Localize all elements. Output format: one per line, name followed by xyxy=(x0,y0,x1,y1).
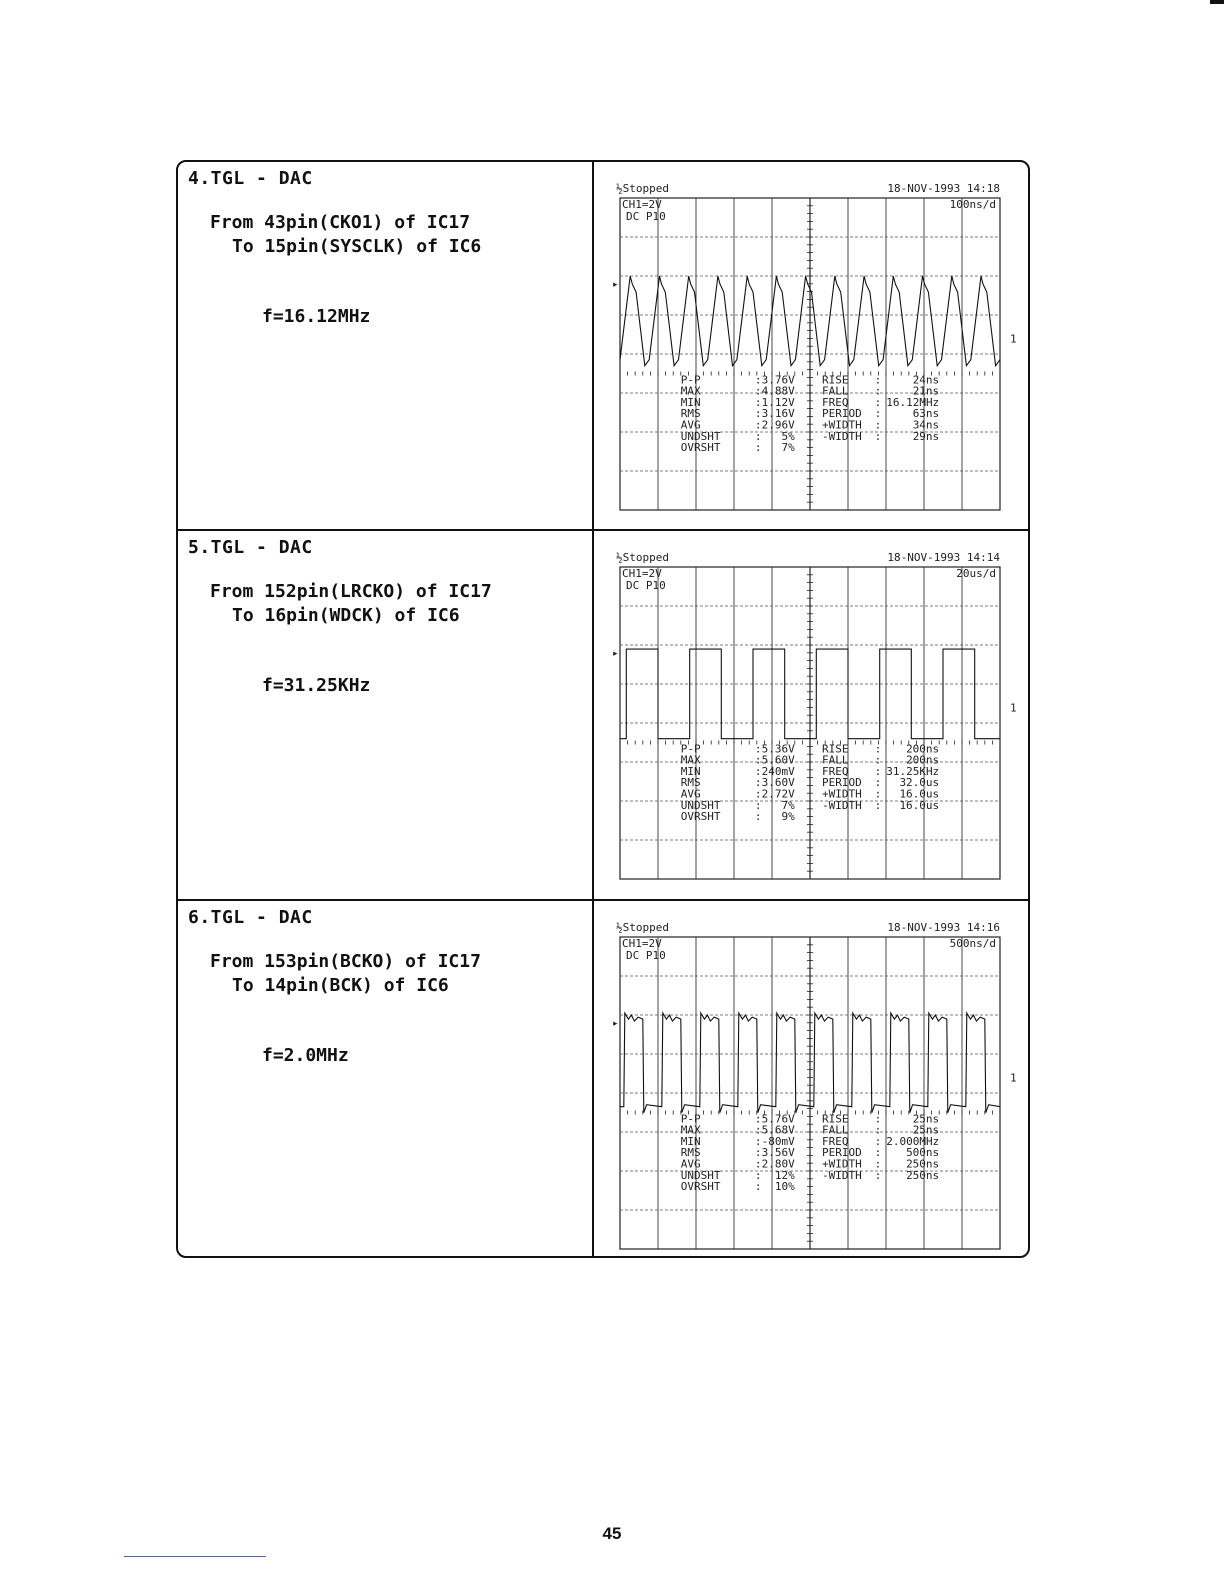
description-cell xyxy=(178,531,594,899)
measurement-value: 16.12MHz xyxy=(886,395,940,409)
signal-frequency: f=2.0MHz xyxy=(262,1045,349,1066)
channel-marker: 1 xyxy=(1010,332,1017,346)
measurement-value: 7% xyxy=(781,441,795,455)
measurement-colon: : xyxy=(754,787,762,801)
trigger-marker: ▸ xyxy=(612,1016,619,1030)
measurement-colon: : xyxy=(874,384,882,398)
measurement-value: 5.60V xyxy=(761,753,795,767)
measurement-label: FREQ xyxy=(822,764,849,778)
measurement-colon: : xyxy=(754,1123,762,1137)
measurement-value: 4.88V xyxy=(761,384,795,398)
measurement-value: 12% xyxy=(774,1168,795,1182)
measurement-label: AVG xyxy=(680,1157,701,1171)
measurement-colon: : xyxy=(874,429,882,443)
scope-timebase: 100ns/d xyxy=(949,198,996,211)
measurement-label: FREQ xyxy=(822,1134,849,1148)
measurement-label: MIN xyxy=(680,764,701,778)
scope-cell xyxy=(594,162,1028,529)
measurement-colon: : xyxy=(754,1112,762,1126)
signal-frequency: f=31.25KHz xyxy=(262,675,371,696)
measurement-value: 3.16V xyxy=(761,407,795,421)
measurement-value: 34ns xyxy=(912,418,940,432)
row-title: 6.TGL - DAC xyxy=(188,907,313,928)
measurement-colon: : xyxy=(754,418,762,432)
measurement-colon: : xyxy=(754,1134,762,1148)
footer-rule xyxy=(124,1556,266,1557)
signal-to: To 14pin(BCK) of IC6 xyxy=(232,975,449,996)
measurement-colon: : xyxy=(874,1123,882,1137)
measurement-value: 240mV xyxy=(761,764,795,778)
description-cell xyxy=(178,901,594,1256)
measurement-colon: : xyxy=(754,742,762,756)
signal-frequency: f=16.12MHz xyxy=(262,306,371,327)
oscilloscope-screen xyxy=(594,531,1030,901)
trigger-marker: ▸ xyxy=(612,277,619,291)
row-title: 4.TGL - DAC xyxy=(188,168,313,189)
measurement-colon: : xyxy=(754,1146,762,1160)
measurement-label: P-P xyxy=(680,742,701,756)
measurement-colon: : xyxy=(874,395,882,409)
measurement-colon: : xyxy=(874,373,882,387)
measurement-colon: : xyxy=(874,776,882,790)
trigger-marker: ▸ xyxy=(612,646,619,660)
measurement-label: RMS xyxy=(680,1146,701,1160)
measurement-label: MAX xyxy=(680,753,701,767)
measurement-value: 16.0us xyxy=(899,798,940,812)
measurement-colon: : xyxy=(754,764,762,778)
measurement-label: MAX xyxy=(680,1123,701,1137)
measurement-value: 250ns xyxy=(906,1157,940,1171)
scope-cell xyxy=(594,901,1028,1256)
measurement-value: 63ns xyxy=(912,407,940,421)
measurement-label: MIN xyxy=(680,1134,701,1148)
measurement-colon: : xyxy=(754,384,762,398)
measurement-label: UNDSHT xyxy=(680,1168,721,1182)
measurement-value: 25ns xyxy=(912,1112,940,1126)
signal-from: From 43pin(CKO1) of IC17 xyxy=(210,212,471,233)
measurement-label: -WIDTH xyxy=(822,1168,862,1182)
oscilloscope-screen xyxy=(594,901,1030,1256)
measurement-value: 9% xyxy=(781,810,795,824)
measurement-value: 16.0us xyxy=(899,787,940,801)
measurement-label: PERIOD xyxy=(822,776,862,790)
measurement-colon: : xyxy=(754,776,762,790)
measurement-label: OVRSHT xyxy=(680,810,721,824)
measurement-value: 200ns xyxy=(906,753,940,767)
measurement-table xyxy=(176,160,1030,1258)
channel-marker: 1 xyxy=(1010,1071,1017,1085)
signal-to: To 16pin(WDCK) of IC6 xyxy=(232,605,460,626)
measurement-value: 3.56V xyxy=(761,1146,795,1160)
measurement-value: 25ns xyxy=(912,1123,940,1137)
measurement-label: RISE xyxy=(822,742,849,756)
measurement-colon: : xyxy=(754,753,762,767)
measurement-value: 21ns xyxy=(912,384,940,398)
scope-coupling: DC P10 xyxy=(626,579,666,592)
signal-to: To 15pin(SYSCLK) of IC6 xyxy=(232,236,482,257)
measurement-label: OVRSHT xyxy=(680,441,721,455)
measurement-colon: : xyxy=(874,1157,882,1171)
measurement-colon: : xyxy=(874,1134,882,1148)
scope-timebase: 20us/d xyxy=(956,567,996,580)
measurement-value: 500ns xyxy=(906,1146,940,1160)
measurement-colon: : xyxy=(874,787,882,801)
measurement-label: UNDSHT xyxy=(680,798,721,812)
channel-marker: 1 xyxy=(1010,701,1017,715)
measurement-colon: : xyxy=(874,798,882,812)
measurement-colon: : xyxy=(754,373,762,387)
measurement-colon: : xyxy=(754,1157,762,1171)
measurement-colon: : xyxy=(754,798,762,812)
measurement-value: 32.0us xyxy=(899,776,940,790)
scope-channel: CH1=2V xyxy=(622,937,662,950)
measurement-label: RMS xyxy=(680,407,701,421)
measurement-label: FALL xyxy=(822,753,849,767)
measurement-colon: : xyxy=(874,1168,882,1182)
measurement-value: 2.000MHz xyxy=(886,1134,940,1148)
measurement-value: 2.72V xyxy=(761,787,795,801)
measurement-colon: : xyxy=(754,1180,762,1194)
table-row xyxy=(178,531,1028,901)
measurement-value: 200ns xyxy=(906,742,940,756)
measurement-label: -WIDTH xyxy=(822,798,862,812)
measurement-label: +WIDTH xyxy=(822,418,862,432)
measurement-value: 24ns xyxy=(912,373,940,387)
scope-status: ½Stopped xyxy=(616,921,669,934)
measurement-value: 2.96V xyxy=(761,418,795,432)
measurement-label: MIN xyxy=(680,395,701,409)
scope-channel: CH1=2V xyxy=(622,567,662,580)
measurement-value: 29ns xyxy=(912,429,940,443)
measurement-label: FALL xyxy=(822,384,849,398)
measurement-value: 5% xyxy=(781,429,795,443)
measurement-value: 1.12V xyxy=(761,395,795,409)
measurement-value: 10% xyxy=(774,1180,795,1194)
measurement-label: -WIDTH xyxy=(822,429,862,443)
measurement-label: RMS xyxy=(680,776,701,790)
measurement-value: 3.76V xyxy=(761,373,795,387)
measurement-label: PERIOD xyxy=(822,407,862,421)
measurement-colon: : xyxy=(874,407,882,421)
measurement-colon: : xyxy=(754,1168,762,1182)
measurement-label: OVRSHT xyxy=(680,1180,721,1194)
scope-status: ½Stopped xyxy=(616,551,669,564)
corner-mark xyxy=(1210,0,1224,4)
measurement-value: 3.60V xyxy=(761,776,795,790)
measurement-label: MAX xyxy=(680,384,701,398)
measurement-value: 5.68V xyxy=(761,1123,795,1137)
measurement-label: AVG xyxy=(680,787,701,801)
table-row xyxy=(178,901,1028,1256)
measurement-value: 5.36V xyxy=(761,742,795,756)
measurement-value: 7% xyxy=(781,798,795,812)
measurement-label: +WIDTH xyxy=(822,787,862,801)
scope-timebase: 500ns/d xyxy=(949,937,996,950)
measurement-label: +WIDTH xyxy=(822,1157,862,1171)
measurement-colon: : xyxy=(874,764,882,778)
scope-date: 18-NOV-1993 14:14 xyxy=(887,551,1000,564)
measurement-colon: : xyxy=(874,418,882,432)
measurement-colon: : xyxy=(874,1146,882,1160)
measurement-colon: : xyxy=(754,441,762,455)
oscilloscope-screen xyxy=(594,162,1030,531)
scope-channel: CH1=2V xyxy=(622,198,662,211)
measurement-label: PERIOD xyxy=(822,1146,862,1160)
measurement-label: AVG xyxy=(680,418,701,432)
row-title: 5.TGL - DAC xyxy=(188,537,313,558)
measurement-value: 31.25KHz xyxy=(886,764,940,778)
measurement-value: 5.76V xyxy=(761,1112,795,1126)
page-number: 45 xyxy=(602,1524,622,1543)
measurement-colon: : xyxy=(754,395,762,409)
signal-from: From 153pin(BCKO) of IC17 xyxy=(210,951,481,972)
measurement-colon: : xyxy=(874,1112,882,1126)
measurement-label: P-P xyxy=(680,373,701,387)
measurement-label: FREQ xyxy=(822,395,849,409)
measurement-colon: : xyxy=(754,810,762,824)
measurement-value: 2.80V xyxy=(761,1157,795,1171)
scope-status: ½Stopped xyxy=(616,182,669,195)
scope-coupling: DC P10 xyxy=(626,949,666,962)
table-row xyxy=(178,162,1028,531)
signal-from: From 152pin(LRCKO) of IC17 xyxy=(210,581,492,602)
measurement-colon: : xyxy=(874,753,882,767)
measurement-value: 250ns xyxy=(906,1168,940,1182)
measurement-colon: : xyxy=(874,742,882,756)
measurement-label: RISE xyxy=(822,1112,849,1126)
description-cell xyxy=(178,162,594,529)
scope-date: 18-NOV-1993 14:18 xyxy=(887,182,1000,195)
scope-coupling: DC P10 xyxy=(626,210,666,223)
measurement-label: UNDSHT xyxy=(680,429,721,443)
scope-date: 18-NOV-1993 14:16 xyxy=(887,921,1000,934)
measurement-label: RISE xyxy=(822,373,849,387)
measurement-value: -80mV xyxy=(761,1134,795,1148)
measurement-label: FALL xyxy=(822,1123,849,1137)
measurement-colon: : xyxy=(754,407,762,421)
scope-cell xyxy=(594,531,1028,899)
measurement-colon: : xyxy=(754,429,762,443)
measurement-label: P-P xyxy=(680,1112,701,1126)
